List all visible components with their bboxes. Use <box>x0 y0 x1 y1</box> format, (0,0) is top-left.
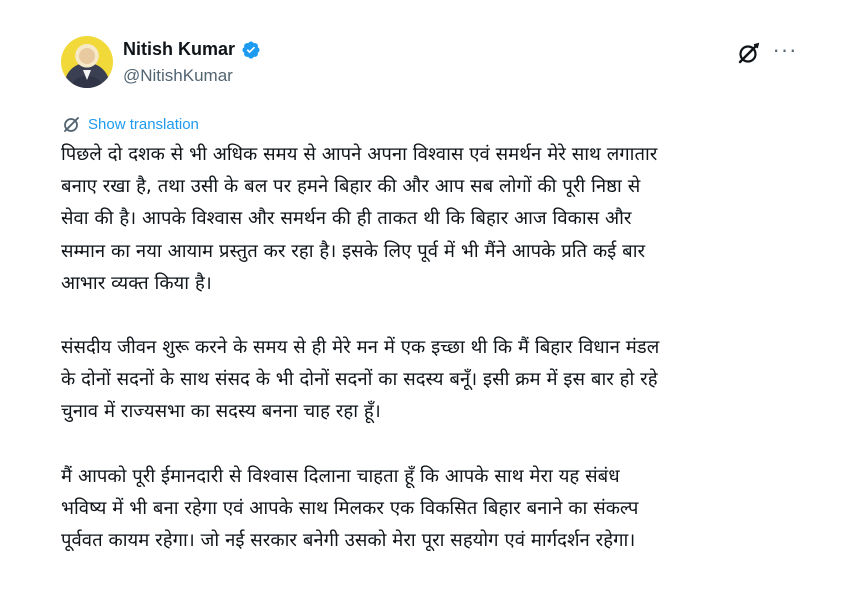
verified-badge-icon <box>241 40 261 60</box>
grok-icon <box>736 40 762 66</box>
author-handle[interactable]: @NitishKumar <box>123 66 233 85</box>
show-translation-label: Show translation <box>88 115 199 133</box>
grok-button[interactable] <box>736 40 762 66</box>
author-name[interactable]: Nitish Kumar <box>123 39 236 59</box>
more-icon: ··· <box>772 37 798 62</box>
tweet-paragraph-1: पिछले दो दशक से भी अधिक समय से आपने अपना विश्वास एवं समर्थन मेरे साथ लगातार बनाए रखा है, तथा उसी के बल पर हमने बिहार की और आप सब लोगों की पूरी निष्ठा से सेवा की है। आपके विश्वास और समर्थन की ही ताकत थी कि बिहार आज विकास और सम्मान का नया आयाम प्रस्तुत कर रहा है। इसके लिए पूर्व में भी मैंने आपके प्रति कई बार आभार व्यक्त किया है। <box>61 144 658 294</box>
tweet-paragraph-3: मैं आपको पूरी ईमानदारी से विश्वास दिलाना चाहता हूँ कि आपके साथ मेरा यह संबंध भविष्य में भी बना रहेगा एवं आपके साथ मिलकर एक विकसित बिहार बनाने का संकल्प पूर्ववत कायम रहेगा। जो नई सरकार बनेगी उसको मेरा पूरा सहयोग एवं मार्गदर्शन रहेगा। <box>61 465 639 552</box>
show-translation-link[interactable] <box>62 114 199 134</box>
translate-icon <box>62 114 82 134</box>
avatar[interactable] <box>61 36 113 88</box>
tweet-text <box>61 139 821 589</box>
tweet-paragraph-2: संसदीय जीवन शुरू करने के समय से ही मेरे मन में एक इच्छा थी कि मैं बिहार विधान मंडल के दोनों सदनों के साथ संसद के भी दोनों सदनों का सदस्य बनूँ। इसी क्रम में इस बार हो रहे चुनाव में राज्यसभा का सदस्य बनना चाह रहा हूँ। <box>61 337 660 423</box>
more-options-button[interactable] <box>772 37 798 66</box>
